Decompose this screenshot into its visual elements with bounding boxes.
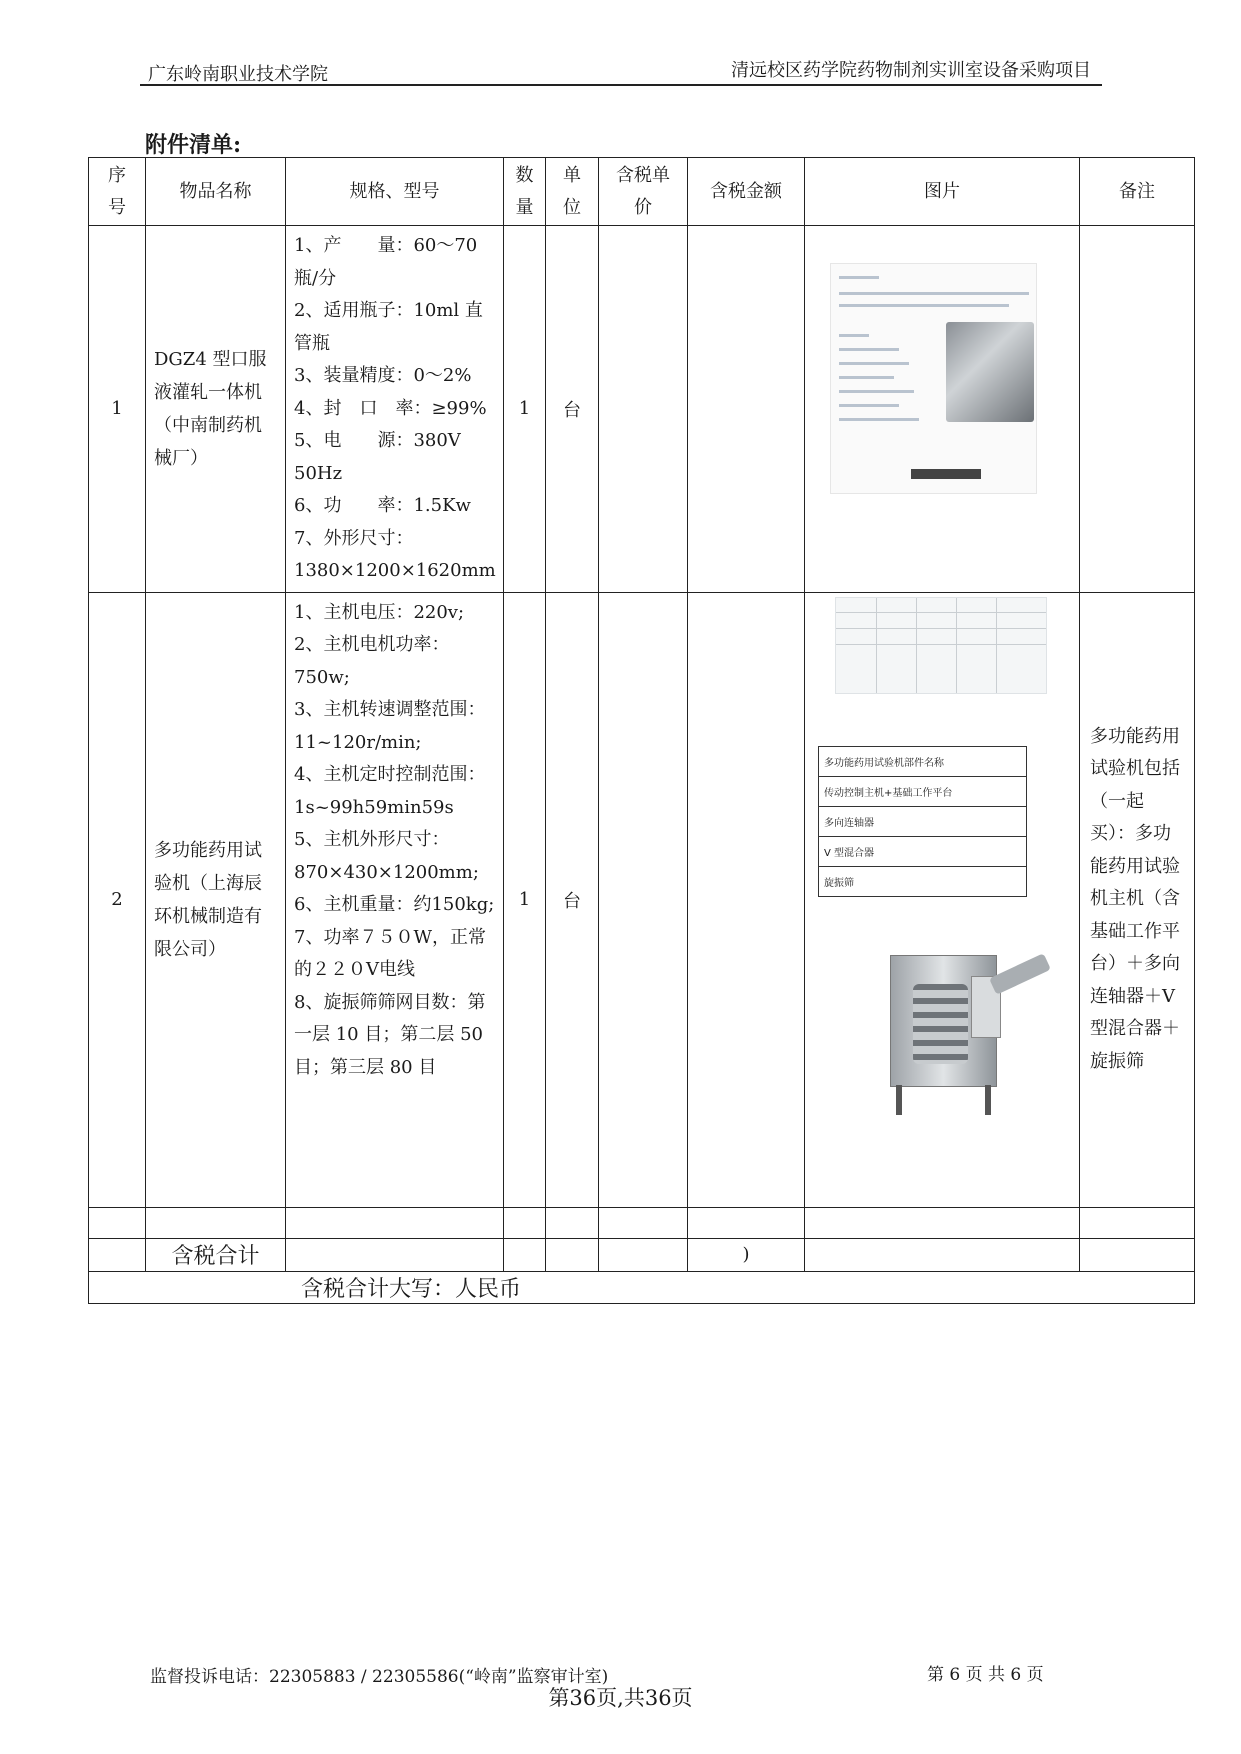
item-unit-price xyxy=(599,226,688,593)
product-image-spec-table xyxy=(835,597,1047,694)
total-words-row xyxy=(89,1271,1195,1303)
item-qty: 1 xyxy=(504,592,546,1207)
item-amount xyxy=(688,592,805,1207)
item-spec: 1、主机电压：220v; 2、主机电机功率：750w; 3、主机转速调整范围： 11~120r/min; 4、主机定时控制范围： 1s~99h59min59s 5、主机外形尺寸：870×430×1200mm; 6、主机重量：约150kg; 7、功率７５０W，正常的２２０V电线 8、旋振筛筛网目数：第一层 10 目；第二层 50 目；第三层 80 目 xyxy=(286,592,504,1207)
parts-list-item: V 型混合器 xyxy=(819,837,1027,867)
header-school: 广东岭南职业技术学院 xyxy=(148,64,328,85)
total-label: 含税合计 xyxy=(146,1238,286,1271)
product-image-test-machine xyxy=(880,945,1050,1125)
col-header-no: 序 号 xyxy=(89,158,146,226)
parts-list-item: 多功能药用试验机部件名称 xyxy=(819,747,1027,777)
item-spec: 1、产 量：60～70瓶/分 2、适用瓶子：10ml 直管瓶 3、装量精度：0～2% 4、封 口 率：≥99% 5、电 源：380V 50Hz 6、功 率：1.5Kw 7、外形尺寸：1380×1200×1620mm xyxy=(286,226,504,593)
total-words: 含税合计大写：人民币 xyxy=(89,1271,1195,1303)
page-title: 附件清单: xyxy=(145,132,242,158)
row-no: 2 xyxy=(89,592,146,1207)
header-rule xyxy=(140,84,1102,86)
product-image-filling-machine xyxy=(830,263,1037,494)
col-header-qty: 数 量 xyxy=(504,158,546,226)
header-project: 清远校区药学院药物制剂实训室设备采购项目 xyxy=(731,60,1091,81)
col-header-spec: 规格、型号 xyxy=(286,158,504,226)
item-unit: 台 xyxy=(546,592,599,1207)
parts-list-item: 多向连轴器 xyxy=(819,807,1027,837)
item-name: DGZ4 型口服液灌轧一体机（中南制药机械厂） xyxy=(146,226,286,593)
col-header-amount: 含税金额 xyxy=(688,158,805,226)
parts-list-item: 旋振筛 xyxy=(819,867,1027,897)
col-header-name: 物品名称 xyxy=(146,158,286,226)
item-note: 多功能药用试验机包括（一起买）：多功能药用试验机主机（含基础工作平台）＋多向连轴器＋V 型混合器＋旋振筛 xyxy=(1080,592,1195,1207)
item-note xyxy=(1080,226,1195,593)
table-row-empty xyxy=(89,1207,1195,1238)
parts-list-item: 传动控制主机+基础工作平台 xyxy=(819,777,1027,807)
item-unit: 台 xyxy=(546,226,599,593)
footer-page-local: 第 6 页 共 6 页 xyxy=(927,1665,1044,1685)
total-row xyxy=(89,1238,1195,1271)
item-amount xyxy=(688,226,805,593)
table-header-row xyxy=(89,158,1195,226)
total-amount: ) xyxy=(688,1238,805,1271)
parts-list xyxy=(818,746,1027,897)
col-header-note: 备注 xyxy=(1080,158,1195,226)
footer-complaint: 监督投诉电话：22305883 / 22305586(“岭南”监察审计室) xyxy=(150,1667,609,1687)
item-name: 多功能药用试验机（上海辰环机械制造有限公司） xyxy=(146,592,286,1207)
col-header-picture: 图片 xyxy=(805,158,1080,226)
footer-page-global: 第36页,共36页 xyxy=(548,1686,693,1710)
item-qty: 1 xyxy=(504,226,546,593)
row-no: 1 xyxy=(89,226,146,593)
item-unit-price xyxy=(599,592,688,1207)
col-header-unit-price: 含税单 价 xyxy=(599,158,688,226)
col-header-unit: 单 位 xyxy=(546,158,599,226)
